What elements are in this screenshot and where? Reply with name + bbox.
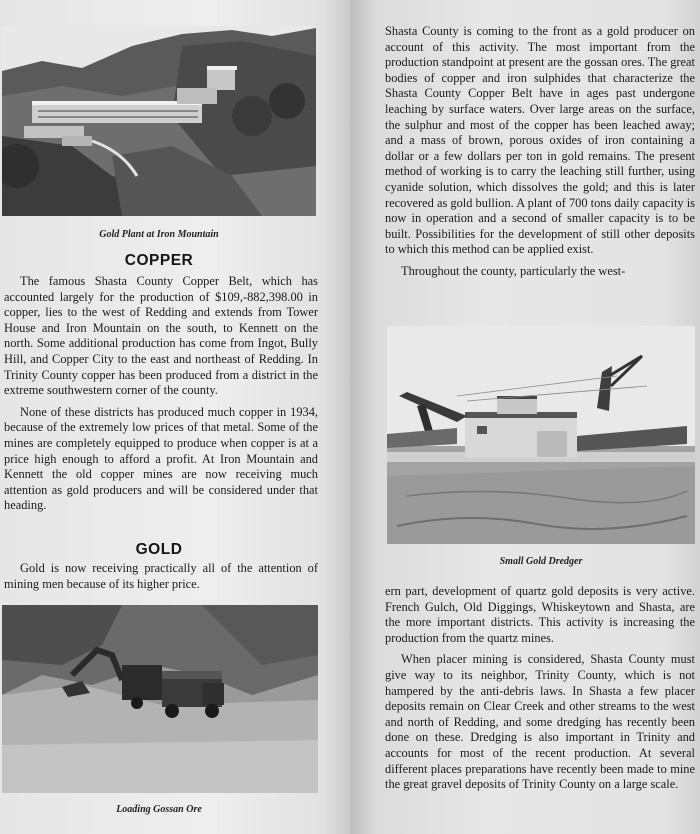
gossan-paragraph: Shasta County is coming to the front as a gold producer on account of this activity. The most important from the production standpoint at present are the gossan ores. The great bodies of copper and iron sulphides that characterize the Shasta County Copper Belt have in ages past undergone leaching by surface waters. Over large areas on the surface, the sulphur and most of the copper has been leached away; and a mass of brown, porous oxides of iron containing a dollar or a few dollars per ton in gold remains. The present method of working is to carry the leaching still further, using cyanide solution, which dissolves the gold; and this is later recovered as gold bullion. A plant of 700 tons daily capacity is now in operation and a second of smaller capacity is to be built. Possibilities for the development of still other deposits to which this method can be applied exist. [385,24,695,257]
placer-column [385,584,695,793]
copper-text-column [4,274,318,514]
gold-text-column [4,561,318,592]
iron-mountain-photo [2,26,316,216]
placer-paragraph: When placer mining is considered, Shasta County must give way to its neighbor, Trinity County, which is not hampered by the anti-debris laws. In Shasta a few placer deposits remain on Clear Creek and other streams to the west and north of Redding, and some dredging has recently been done on these. Dredging is also important in Trinity and accounts for most of the recent production. At several different places preparations have recently been made to mine the great gravel deposits of Trinity County on a large scale. [385,652,695,792]
gold-paragraph-1: Gold is now receiving practically all of the attention of mining men because of its higher price. [4,561,318,591]
gossan-ore-photo [2,605,318,793]
iron-mountain-caption: Gold Plant at Iron Mountain [99,229,219,240]
westward-paragraph-start: Throughout the county, particularly the west- [401,263,626,278]
copper-paragraph-2: None of these districts has produced much copper in 1934, because of the extremely low prices of that metal. Some of the mines are completely equipped to produce when copper is at a price high enough to afford a profit. At Iron Mountain and Kennett the old copper mines are now receiving much attention as gold producers and will be considered under that heading. [4,404,318,513]
gossan-ore-caption: Loading Gossan Ore [116,804,202,815]
copper-paragraph-1: The famous Shasta County Copper Belt, which has accounted largely for the production of $109,-882,398.00 in copper, lies to the west of Redding and extends from Tower House and Iron Mountain on the south, to Kennett on the north. Some additional production has come from Ingot, Bully Hill, and Copper City to the east and northeast of Redding. In Trinity County copper has been produced from a district in the extreme southwestern corner of the county. [4,274,318,398]
gold-dredger-photo [387,326,695,544]
gold-heading: GOLD [135,541,183,558]
gold-production-column [385,24,695,280]
quartz-paragraph: ern part, development of quartz gold deposits is very active. French Gulch, Old Diggings, Whiskeytown and Shasta, are the more important districts. This activity is increasing the production from the quartz mines. [385,584,695,645]
gold-dredger-caption: Small Gold Dredger [499,556,583,567]
copper-heading: COPPER [124,252,194,269]
